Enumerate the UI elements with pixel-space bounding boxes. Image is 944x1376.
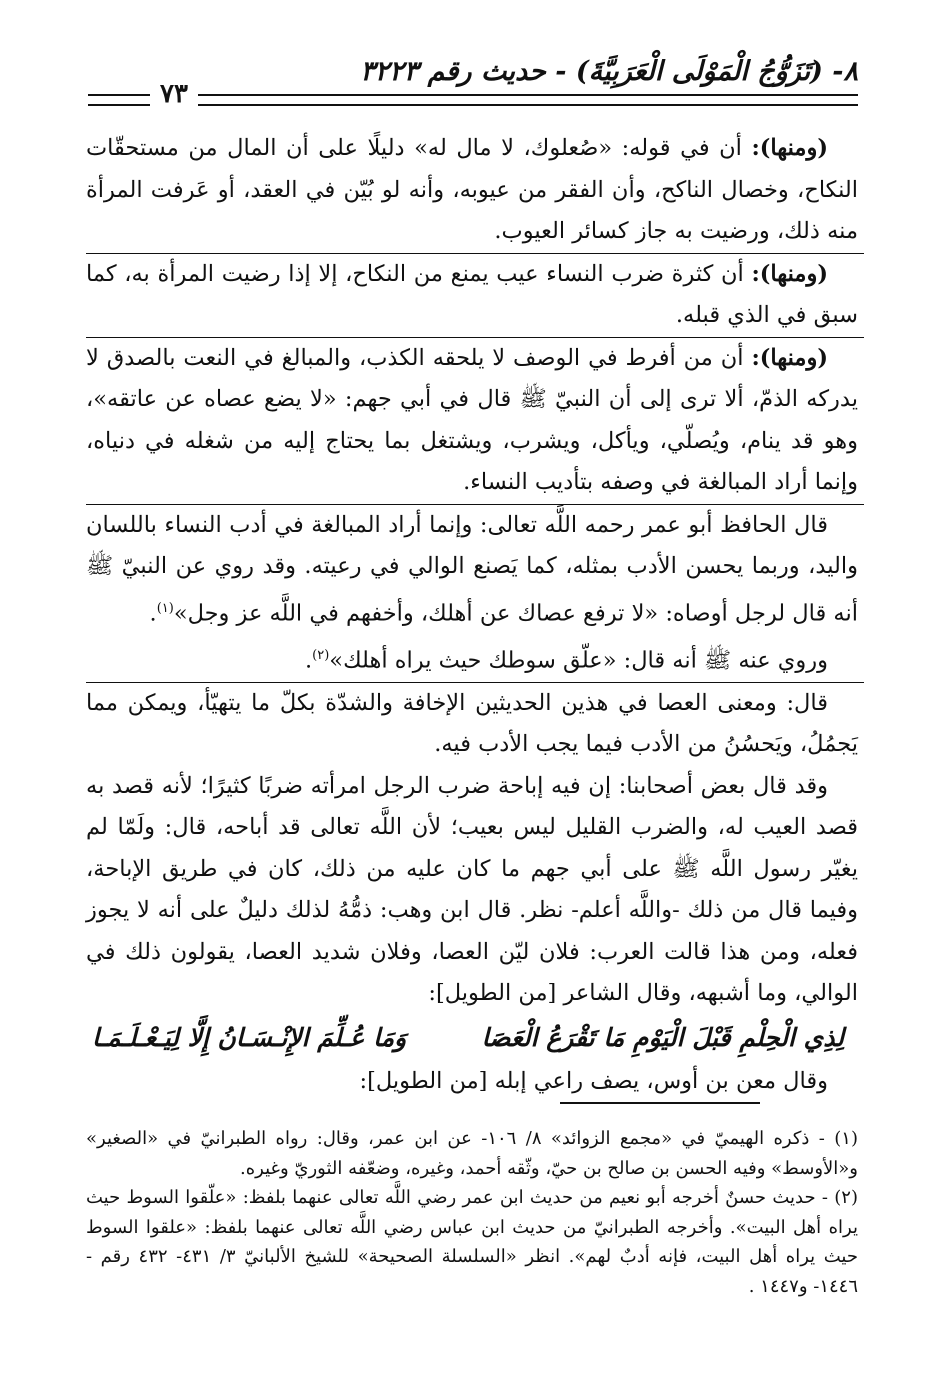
header-rule-bottom [88, 104, 858, 106]
paragraph-exaggeration [86, 338, 858, 504]
footnote-1: (١) - ذكره الهيميّ في «مجمع الزوائد» ٨/ ١٠٦- عن ابن عمر، وقال: رواه الطبرانيّ في «الصغير» و«الأوسط» وفيه الحسن بن صالح بن حيّ، وثّقه أحمد، وغيره، وضعّفه الثوريّ وغيره. [86, 1128, 858, 1179]
main-text [86, 128, 858, 1102]
paragraph-text: أن في قوله: «صُعلوك، لا مال له» دليلًا على أن المال من مستحقّات النكاح، وخصال الناكح، وأن الفقر من عيوبه، وأنه لو بُيّن في العقد، أو عَرفت المرأة منه ذلك، ورضيت به جاز كسائر العيوب. [86, 135, 858, 244]
paragraph-tail: . [305, 647, 313, 673]
paragraph-text: قال الحافظ أبو عمر رحمه اللَّه تعالى: وإنما أراد المبالغة في أدب النساء باللسان واليد، وربما يحسن الأدب بمثله، كما يَصنع الوالي في رعيته. وقد روي عن النبيّ ﷺ أنه قال لرجل أوصاه: «لا ترفع عصاك عن أهلك، وأخفهم في اللَّه عز وجل» [86, 511, 858, 626]
paragraph-ashab: وقد قال بعض أصحابنا: إن فيه إباحة ضرب الرجل امرأته ضربًا كثيرًا؛ لأنه قصد به قصد العيب له، والضرب القليل ليس بعيب؛ لأن اللَّه تعالى قد أباحه، قال: ولَمّا لم يغيّر رسول اللَّه ﷺ على أبي جهم ما كان عليه من ذلك، كان في طريق الإباحة، وفيما قال من ذلك -واللَّه أعلم- نظر. قال ابن وهب: ذمُّهُ لذلك دليلٌ على أنه لا يجوز فعله، ومن هذا قالت العرب: فلان ليّن العصا، وفلان شديد العصا، يقولون ذلك في الوالي، وما أشبهه، وقال الشاعر [من الطويل]: [86, 772, 858, 1006]
paragraph-tail: . [149, 600, 157, 626]
paragraph-beating [86, 254, 858, 337]
paragraph-text: أن من أفرط في الوصف لا يلحقه الكذب، والمبالغ في النعت بالصدق لا يدركه الذمّ، ألا ترى إلى أن النبيّ ﷺ قال في أبي جهم: «لا يضع عصاه عن عاتقه»، وهو قد ينام، ويُصلّي، ويأكل، ويشرب، ويشتغل بما يحتاج إليه من شغله في دنياه، وإنما أراد المبالغة في وصفه بتأديب النساء. [86, 344, 858, 495]
footnote-2: (٢) - حديث حسنٌ أخرجه أبو نعيم من حديث ابن عمر رضي اللَّه تعالى عنهما بلفظ: «علّقوا السوط حيث يراه أهل البيت». وأخرجه الطبرانيّ من حديث ابن عباس رضي اللَّه تعالى عنهما بلفظ: «علقوا السوط حيث يراه أهل البيت، فإنه أدبٌ لهم». انظر «السلسلة الصحيحة» للشيخ الألبانيّ ٣/ ٤٣١- ٤٣٢ رقم - ١٤٤٦- و١٤٤٧ . [86, 1187, 858, 1297]
paragraph-text: أن كثرة ضرب النساء عيب يمنع من النكاح، إلا إذا رضيت المرأة به، كما سبق في الذي قبله. [86, 260, 858, 328]
footnote-ref-1[interactable]: (١) [156, 600, 174, 616]
header-rule-top [88, 94, 858, 96]
paragraph-lead: (ومنها): [751, 260, 828, 287]
paragraph-hafiz [86, 505, 858, 635]
footnotes [86, 1124, 858, 1301]
poetry-verse [86, 1015, 858, 1061]
paragraph-wealth [86, 128, 858, 253]
verse-first-hemistich: لِذِي الْحِلْمِ قَبْلَ الْيَوْمِ مَا تَقْرَعُ الْعَصَا [481, 1022, 844, 1052]
chapter-title: ٨- (تَزَوُّجُ الْمَوْلَى الْعَرَبِيَّةَ) - حديث رقم ٣٢٢٣ [360, 56, 858, 87]
verse-second-hemistich: وَمَا عُـلِّمَ الإِنْـسَـانُ إِلَّا لِيَـعْـلَـمَـا [92, 1022, 407, 1052]
paragraph-lead: (ومنها): [751, 344, 828, 371]
paragraph-maan: وقال معن بن أوس، يصف راعي إبله [من الطويل]: [359, 1067, 828, 1094]
footnote-rule [560, 1102, 760, 1104]
paragraph-lead: (ومنها): [751, 135, 828, 161]
page-header [88, 52, 858, 112]
paragraph-riwaya [86, 635, 858, 682]
footnote-ref-2[interactable]: (٢) [312, 647, 330, 663]
paragraph-meaning: قال: ومعنى العصا في هذين الحديثين الإخافة والشدّة بكلّ ما يتهيّأ، ويمكن مما يَجمُلُ، ويَحسُنُ من الأدب فيما يجب الأدب فيه. [86, 689, 858, 757]
page-number: ٧٣ [150, 76, 198, 112]
paragraph-text: وروي عنه ﷺ أنه قال: «علّق سوطك حيث يراه أهلك» [329, 647, 828, 673]
